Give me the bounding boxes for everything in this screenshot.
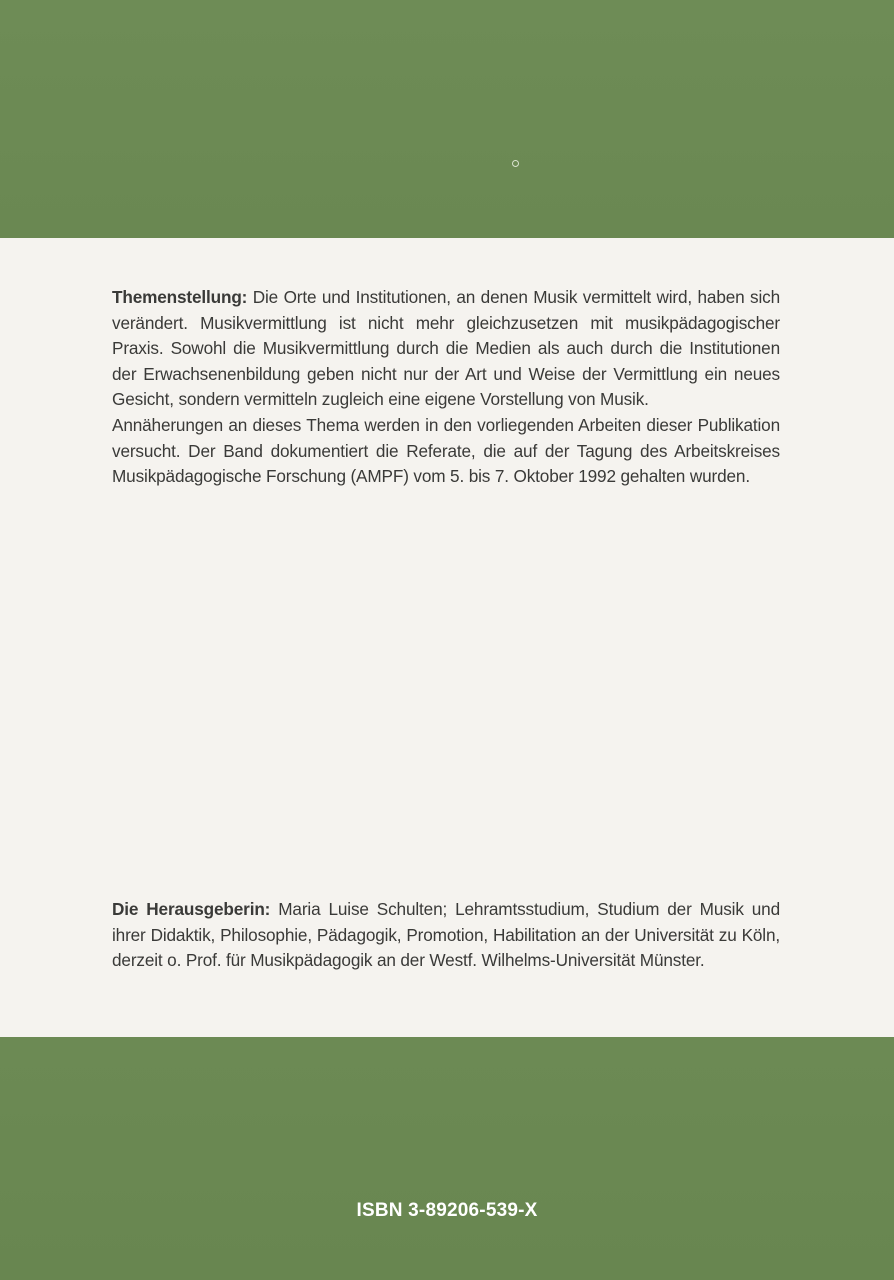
herausgeberin-text: Maria Luise Schulten; Lehramtsstudium, Studium der Musik und ihrer Didaktik, Philosophie, Pädagogik, Promotion, Habilitation an der Universität zu Köln, derzeit o. Prof. für Musikpädagogik an der Westf. Wilhelms-Universität Münster. — [112, 899, 780, 971]
top-green-band — [0, 0, 894, 238]
small-circle-mark — [512, 160, 519, 167]
herausgeberin-section — [112, 897, 780, 974]
herausgeberin-paragraph — [112, 897, 780, 974]
themenstellung-paragraph-1 — [112, 285, 780, 413]
bottom-green-band — [0, 1037, 894, 1280]
themenstellung-section — [112, 285, 780, 490]
themenstellung-paragraph-2: Annäherungen an dieses Thema werden in den vorliegenden Arbeiten dieser Publikation versucht. Der Band dokumentiert die Referate, die auf der Tagung des Arbeitskreises Musikpädagogische Forschung (AMPF) vom 5. bis 7. Oktober 1992 gehalten wurden. — [112, 414, 780, 487]
herausgeberin-heading: Die Herausgeberin: — [112, 899, 271, 919]
themenstellung-heading: Themenstellung: — [112, 287, 248, 307]
isbn-number: ISBN 3-89206-539-X — [356, 1200, 538, 1221]
themenstellung-text-1: Die Orte und Institutionen, an denen Musik vermittelt wird, haben sich verändert. Musikvermittlung ist nicht mehr gleichzusetzen mit musikpädagogischer Praxis. Sowohl die Musikvermittlung durch die Medien als auch durch die Institutionen der Erwachsenenbildung geben nicht nur der Art und Weise der Vermittlung ein neues Gesicht, sondern vermitteln zugleich eine eigene Vorstellung von Musik. — [112, 287, 780, 410]
